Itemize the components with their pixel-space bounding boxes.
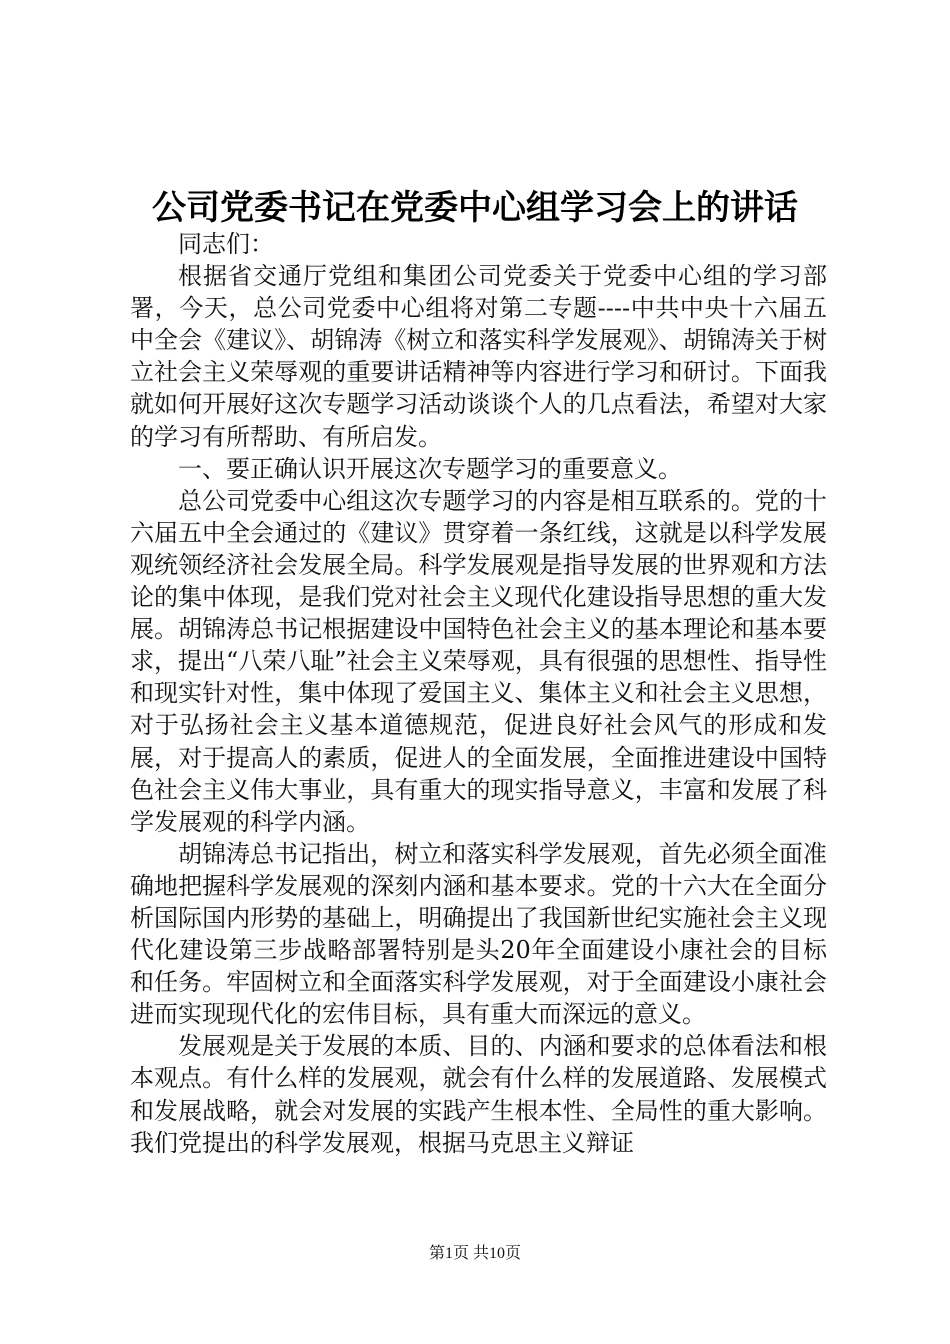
paragraph-development-view: 发展观是关于发展的本质、目的、内涵和要求的总体看法和根本观点。有什么样的发展观，就会有什么样的发展道路、发展模式和发展战略，就会对发展的实践产生根本性、全局性的重大影响。我们党提出的科学发展观，根据马克思主义辩证 [130,1032,827,1157]
paragraph-hu-jintao: 胡锦涛总书记指出，树立和落实科学发展观，首先必须全面准确地把握科学发展观的深刻内涵和基本要求。党的十六大在全面分析国际国内形势的基础上，明确提出了我国新世纪实施社会主义现代化建设第三步战略部署特别是头20年全面建设小康社会的目标和任务。牢固树立和全面落实科学发展观，对于全面建设小康社会进而实现现代化的宏伟目标，具有重大而深远的意义。 [130,839,827,1029]
paragraph-intro: 根据省交通厅党组和集团公司党委关于党委中心组的学习部署，今天，总公司党委中心组将对第二专题----中共中央十六届五中全会《建议》、胡锦涛《树立和落实科学发展观》、胡锦涛关于树立社会主义荣辱观的重要讲话精神等内容进行学习和研讨。下面我就如何开展好这次专题学习活动谈谈个人的几点看法，希望对大家的学习有所帮助、有所启发。 [130,262,827,451]
document-body [130,228,827,1159]
section-heading-1: 一、要正确认识开展这次专题学习的重要意义。 [178,454,682,483]
page-footer: 第1页 共10页 [428,1245,521,1262]
salutation: 同志们： [178,230,274,258]
document-title: 公司党委书记在党委中心组学习会上的讲话 [152,188,798,228]
paragraph-study-content: 总公司党委中心组这次专题学习的内容是相互联系的。党的十六届五中全会通过的《建议》贯穿着一条红线，这就是以科学发展观统领经济社会发展全局。科学发展观是指导发展的世界观和方法论的集中体现，是我们党对社会主义现代化建设指导思想的重大发展。胡锦涛总书记根据建设中国特色社会主义的基本理论和基本要求，提出“八荣八耻”社会主义荣辱观，具有很强的思想性、指导性和现实针对性，集中体现了爱国主义、集体主义和社会主义思想，对于弘扬社会主义基本道德规范，促进良好社会风气的形成和发展，对于提高人的素质，促进人的全面发展，全面推进建设中国特色社会主义伟大事业，具有重大的现实指导意义，丰富和发展了科学发展观的科学内涵。 [130,486,827,836]
